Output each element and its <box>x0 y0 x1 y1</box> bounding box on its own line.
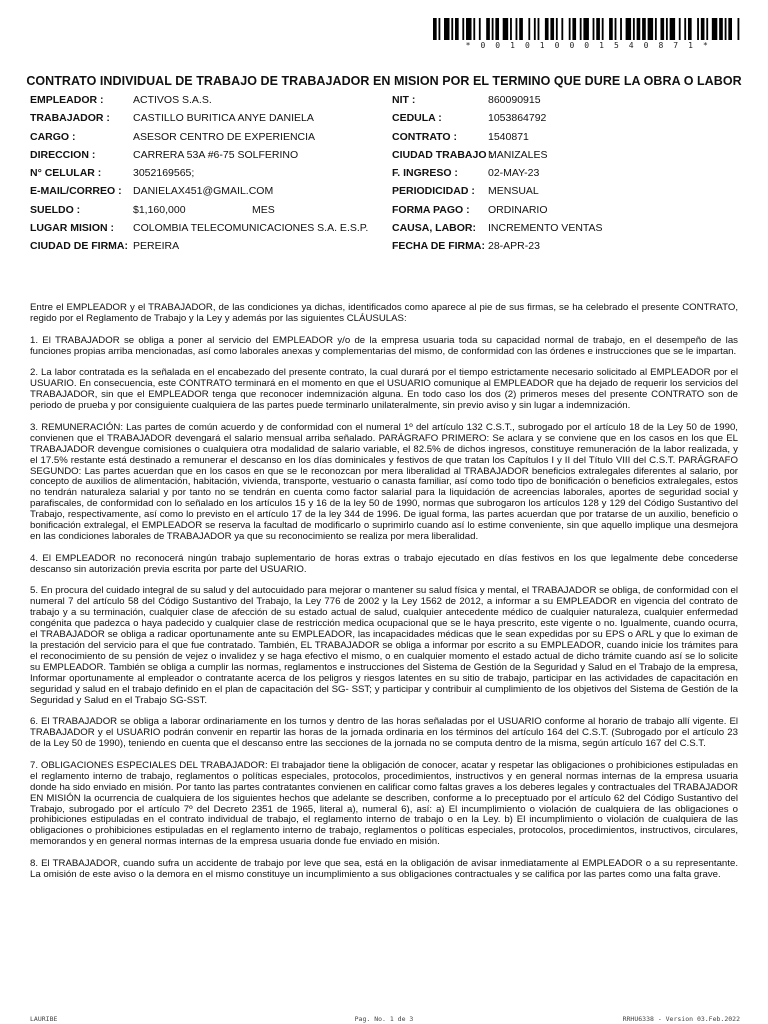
field-label: CAUSA, LABOR: <box>392 222 476 235</box>
field-value: CASTILLO BURITICA ANYE DANIELA <box>133 112 314 125</box>
barcode-bar <box>642 18 646 40</box>
barcode-bar <box>666 18 668 40</box>
contract-body <box>30 303 738 892</box>
barcode-bar <box>712 18 718 40</box>
field-label: CONTRATO : <box>392 130 457 143</box>
field-row-trabajador <box>30 112 750 130</box>
barcode-bar <box>545 18 549 40</box>
field-value: INCREMENTO VENTAS <box>488 222 603 235</box>
barcode-bar <box>528 18 530 40</box>
field-value: 860090915 <box>488 94 541 106</box>
document-title: CONTRATO INDIVIDUAL DE TRABAJO DE TRABAJADOR EN MISION POR EL TERMINO QUE DURE LA OBRA O LABOR <box>26 74 742 88</box>
barcode-bar <box>725 18 727 40</box>
field-label: FORMA PAGO : <box>392 203 470 216</box>
barcode-bar <box>519 18 523 40</box>
field-value: MENSUAL <box>488 185 539 198</box>
barcode-bar <box>615 18 617 40</box>
field-label: TRABAJADOR : <box>30 112 110 125</box>
field-label: NIT : <box>392 94 416 106</box>
field-value: MANIZALES <box>488 148 548 161</box>
clause-4: 4. El EMPLEADOR no reconocerá ningún trabajo suplementario de horas extras o trabajo ejecutado en días festivos en los que legalmente debe concederse descanso sin autorización previa escrita por parte del USUARIO. <box>30 552 738 575</box>
barcode-bar <box>561 18 563 40</box>
field-value: 1540871 <box>488 130 529 143</box>
field-value: 3052169565; <box>133 167 195 180</box>
clause-5: 5. En procura del cuidado integral de su salud y del autocuidado para mejorar o mantener su salud física y mental, el TRABAJADOR se obliga, de conformidad con el numeral 7 del artículo 58 del Código Sustantivo del Trabajo, la Ley 776 de 2002 y la Ley 1562 de 2012, a informar a su EMPLEADOR en vigencia del contrato de trabajo y a su terminación, cualquier clase de afección de su estado actual de salud, cualquier antecedente médico de cualquier naturaleza, cualquier enfermedad congénita que padezca o haya padecido y cualquier clase de restricción medica ocupacional que se le haya prescrito, este vigente o no. Igualmente, cuando ocurra, el TRABAJADOR se obliga a radicar oportunamente ante su EMPLEADOR, las incapacidades médicas que le sean expedidas por su EPS o ARL y que lo eximan de la prestación del servicio para el que fue contratado. También, EL TRABAJADOR se obliga a informar por escrito a su EMPLEADOR, cuando inicie los trámites para el reconocimiento de su pensión de vejez o invalidez y se haga efectivo el mismo, o en cualquier momento el estado actual de dicho trámite cuando así se lo solicite su EMPLEADOR. También se obliga a cumplir las normas, reglamentos e instrucciones del Sistema de Gestión de la Seguridad y Salud en el Trabajo de la empresa, Informar oportunamente al empleador o contratante acerca de los peligros y riesgos latentes en su sitio de trabajo, participar en las actividades de capacitación en seguridad y salud en el trabajo definido en el plan de capacitación del SG- SST; y participar y contribuir al cumplimiento de los objetivos del Sistema de Gestión de la Seguridad y Salud en el Trabajo SG-SST. <box>30 585 738 706</box>
field-label: FECHA DE FIRMA: <box>392 240 485 253</box>
contract-fields <box>30 94 750 259</box>
field-label: PERIODICIDAD : <box>392 185 475 198</box>
barcode-bar <box>728 18 732 40</box>
field-value: ASESOR CENTRO DE EXPERIENCIA <box>133 130 316 143</box>
field-row-empleador <box>30 94 750 112</box>
field-value: CARRERA 53A #6-75 SOLFERINO <box>133 148 299 161</box>
field-label: CEDULA : <box>392 112 442 125</box>
barcode-bar <box>550 18 554 40</box>
field-label: N° CELULAR : <box>30 167 102 180</box>
barcode-bar <box>516 18 518 40</box>
footer-page-number: Pag. No. 1 de 3 <box>354 1015 414 1023</box>
field-row-direccion <box>30 149 750 167</box>
field-value: $1,160,000 <box>133 203 186 216</box>
footer-version: RRHU6338 - Version 03.Feb.2022 <box>622 1015 740 1023</box>
field-value: ACTIVOS S.A.S. <box>133 94 212 106</box>
barcode-bar <box>738 18 740 40</box>
barcode-number: * 0 0 1 0 1 0 0 0 1 5 4 0 8 7 1 * <box>465 41 711 50</box>
field-value: 1053864792 <box>488 112 547 125</box>
barcode-bar <box>602 18 604 40</box>
barcode-bar <box>655 18 657 40</box>
barcode-bar <box>455 18 459 40</box>
field-row-ciudad-firma <box>30 240 750 258</box>
clause-7: 7. OBLIGACIONES ESPECIALES DEL TRABAJADOR: El trabajador tiene la obligación de conocer, acatar y respetar las obligaciones o prohibiciones estipuladas en el reglamento interno de trabajo, reglamentos o políticas especiales, protocolos, procedimientos, instructivos y en general normas internas de la empresa usuaria donde ha sido enviado en misión. Por tanto las partes contratantes convienen en calificar como faltas graves a los deberes legales y contractuales del TRABAJADOR EN MISIÓN la ocurrencia de cualquiera de los siguientes hechos que adelante se describen, conforme a lo preceptuado por el artículo 62 del Código Sustantivo del Trabajo, subrogado por el artículo 7º del Decreto 2351 de 1965, literal a), numeral 6), así: a) El incumplimiento o violación de cualquiera de las obligaciones o prohibiciones estipuladas en el contrato individual de trabajo, el reglamento interno de trabajo o en la Ley. b) El incumplimiento o violación de cualquiera de las obligaciones o prohibiciones estipuladas en el reglamento interno de trabajo, reglamentos o políticas especiales, protocolos, procedimientos, instructivos, circulares, memorandos y en general normas internas de la empresa usuaria donde fue enviado en misión. <box>30 759 738 848</box>
barcode-bar <box>701 18 705 40</box>
barcode-bar <box>596 18 600 40</box>
clause-8: 8. El TRABAJADOR, cuando sufra un accidente de trabajo por leve que sea, está en la obligación de avisar inmediatamente al EMPLEADOR o a su representante. La omisión de este aviso o la demora en el mismo constituye un incumplimiento a sus obligaciones contractuales y se califica por las partes como una falta grave. <box>30 858 738 880</box>
barcode-bar <box>660 18 664 40</box>
clause-6: 6. El TRABAJADOR se obliga a laborar ordinariamente en los turnos y dentro de las horas señaladas por el USUARIO conforme al horario de trabajo allí vigente. El TRABAJADOR y el USUARIO podrán convenir en repartir las horas de la jornada ordinaria en los términos del artículo 164 del C.S.T. (Subrogado por el artículo 23 de la Ley 50 de 1990), teniendo en cuenta que el descanso entre las secciones de la jornada no se computa dentro de la misma, según artículo 167 del C.S.T. <box>30 716 738 750</box>
barcode-bar <box>637 18 641 40</box>
barcode-bar <box>572 18 576 40</box>
field-label: CARGO : <box>30 130 76 143</box>
field-label: F. INGRESO : <box>392 167 458 180</box>
barcode-bar <box>706 18 708 40</box>
barcode-bar <box>688 18 692 40</box>
field-label: CIUDAD TRABAJO : <box>392 148 493 161</box>
barcode-bar <box>479 18 481 40</box>
field-label: DIRECCION : <box>30 148 96 161</box>
barcode-bar <box>583 18 589 40</box>
barcode-bar <box>648 18 654 40</box>
clause-3: 3. REMUNERACIÓN: Las partes de común acuerdo y de conformidad con el numeral 1º del artículo 132 C.S.T., subrogado por el artículo 18 de la Ley 50 de 1990, convienen que el TRABAJADOR devengará el salario mensual arriba señalado. PARÁGRAFO PRIMERO: Se aclara y se conviene que en los casos en los que EL TRABAJADOR devengue comisiones o cualquiera otra modalidad de salario variable, el 82.5% de dichos ingresos, constituye remuneración de la labor realizada, y el 17.5% restante está destinado a remunerar el descanso en los días dominicales y festivos de que tratan los Capítulos I y II del Título VIII del C.S.T. PARÁGRAFO SEGUNDO: Las partes acuerdan que en los casos en que se le reconozcan por mera liberalidad al TRABAJADOR beneficios extralegales diferentes al salario, por concepto de auxilios de alimentación, habitación, vivienda, transporte, vestuario o canasta familiar, así como todo tipo de bonificación o beneficios extralegales, estos no tendrán naturaleza salarial y por tanto no se tendrán en cuenta como factor salarial para la liquidación de acreencias laborales, aportes de seguridad social y parafiscales, de conformidad con lo señalado en los artículos 15 y 16 de la ley 50 de 1990, normas que subrogaron los artículos 128 y 129 del Código Sustantivo del Trabajo, respectivamente, así como lo previsto en el artículo 17 de la ley 344 de 1996. De igual forma, las partes acuerdan que por tratarse de un auxilio, beneficio o bonificación extralegal, el EMPLEADOR se reserva la facultad de modificarlo o suprimirlo cuando así lo estime conveniente, sin que aquello implique una desmejora en las condiciones laborales de TRABAJADOR ya que su reconocimiento se realiza por mera liberalidad. <box>30 421 738 542</box>
barcode-bar <box>495 18 499 40</box>
barcode-bar <box>492 18 494 40</box>
field-row-cargo <box>30 131 750 149</box>
field-value: DANIELAX451@GMAIL.COM <box>133 185 274 198</box>
barcode-bar <box>451 18 453 40</box>
barcode-bar <box>473 18 475 40</box>
field-row-sueldo <box>30 204 750 222</box>
barcode-bar <box>626 18 632 40</box>
barcode-bar <box>670 18 676 40</box>
barcode-bar <box>697 18 699 40</box>
barcode-bar <box>580 18 582 40</box>
clause-1: 1. El TRABAJADOR se obliga a poner al servicio del EMPLEADOR y/o de la empresa usuaria toda su capacidad normal de trabajo, en el desempeño de las funciones propias arriba mencionadas, así como laborales anexas y complementarias del mismo, de conformidad con las órdenes e instrucciones que se le impartan. <box>30 334 738 357</box>
barcode-bar <box>466 18 472 40</box>
barcode-bar <box>444 18 450 40</box>
field-label: SUELDO : <box>30 203 81 216</box>
field-row-celular <box>30 167 750 185</box>
field-label: LUGAR MISION : <box>30 222 114 235</box>
field-value: 02-MAY-23 <box>488 167 540 180</box>
barcode-bar <box>620 18 622 40</box>
field-label: EMPLEADOR : <box>30 94 104 106</box>
barcode-bar <box>486 18 490 40</box>
barcode-bar <box>439 18 441 40</box>
barcode-bar <box>534 18 536 40</box>
barcode-bar <box>538 18 540 40</box>
intro-paragraph: Entre el EMPLEADOR y el TRABAJADOR, de las condiciones ya dichas, identificados como aparece al pie de sus firmas, se ha celebrado el presente CONTRATO, regido por el Reglamento de Trabajo y la Ley y además por las siguientes CLÁUSULAS: <box>30 302 738 324</box>
field-label: CIUDAD DE FIRMA: <box>30 240 128 253</box>
salary-period: MES <box>252 203 275 216</box>
barcode-bar <box>433 18 437 40</box>
barcode-bar <box>684 18 686 40</box>
field-value: PEREIRA <box>133 240 180 253</box>
barcode-bar <box>593 18 595 40</box>
barcode-bar <box>679 18 681 40</box>
field-value: 28-APR-23 <box>488 240 540 253</box>
barcode-bar <box>719 18 723 40</box>
clause-2: 2. La labor contratada es la señalada en el encabezado del presente contrato, la cual durará por el tiempo estrictamente necesario solicitado al EMPLEADOR por el USUARIO. En consecuencia, este CONTRATO terminará en el momento en que el USUARIO comunique al EMPLEADOR que ha dejado de requerir los servicios del TRABAJADOR, sin que el EMPLEADOR tenga que reconocer indemnización alguna. En todo caso los dos (2) primeros meses del presente CONTRATO son de periodo de prueba y por consiguiente cualquiera de las partes puede terminarlo unilateralmente, sin previo aviso y sin lugar a indemnización. <box>30 367 738 412</box>
barcode-bar <box>510 18 512 40</box>
field-value: ORDINARIO <box>488 203 548 216</box>
footer-author: LAURIBE <box>30 1015 58 1023</box>
barcode-bar <box>633 18 635 40</box>
barcode-bar <box>609 18 613 40</box>
barcode-bar <box>503 18 509 40</box>
barcode-bar <box>569 18 571 40</box>
field-label: E-MAIL/CORREO : <box>30 185 122 198</box>
barcode-bar <box>462 18 464 40</box>
field-row-email <box>30 185 750 203</box>
barcode-bar <box>556 18 558 40</box>
field-value: COLOMBIA TELECOMUNICACIONES S.A. E.S.P. <box>133 222 369 235</box>
field-row-lugar-mision <box>30 222 750 240</box>
